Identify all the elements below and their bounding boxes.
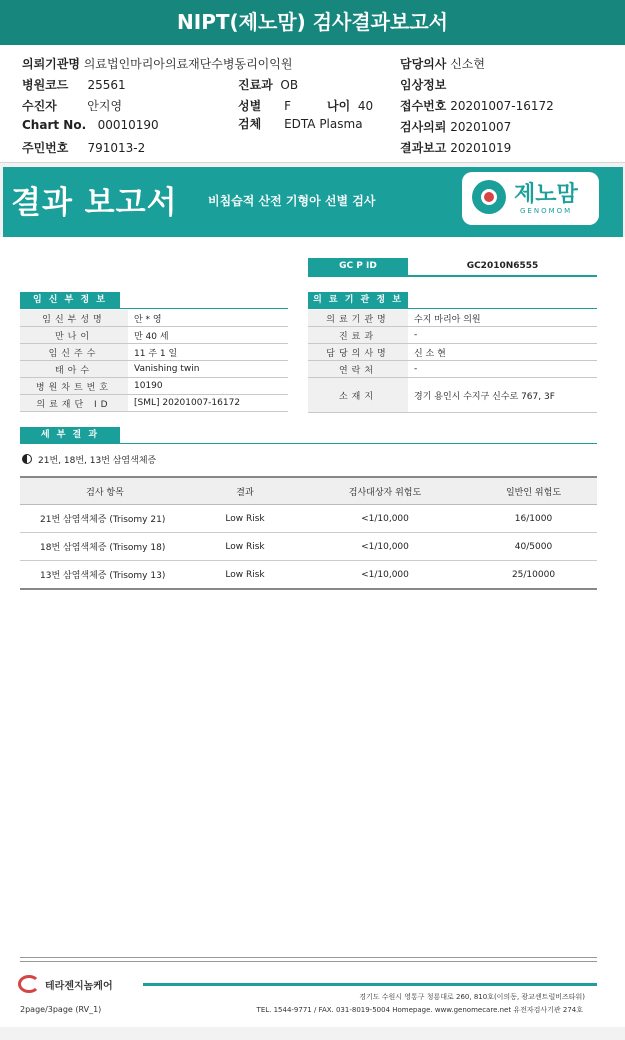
results-cell: <1/10,000 <box>300 561 470 590</box>
genomom-logo <box>462 172 599 225</box>
results-header-cell: 결과 <box>190 477 300 505</box>
banner-subtitle: 비침습적 산전 기형아 선별 검사 <box>208 194 376 208</box>
results-row <box>20 505 597 533</box>
half-circle-icon <box>22 454 32 464</box>
pregnant-info-table <box>20 310 288 412</box>
results-cell: <1/10,000 <box>300 533 470 561</box>
info-row <box>308 310 597 327</box>
company-address: 경기도 수원시 영통구 청룡대로 260, 810호(이의동, 광교센트럴비즈타워) <box>359 993 585 1001</box>
info-key: 임신주수 <box>20 344 128 361</box>
institution-section-header <box>308 292 597 309</box>
age-field: 나이 40 <box>327 99 374 113</box>
patient-field: 수진자 안지영 <box>22 99 123 113</box>
info-value: 신 소 현 <box>408 344 597 361</box>
sex-field: 성별 F <box>238 99 291 113</box>
info-value: 안 * 영 <box>128 310 288 327</box>
results-table <box>20 476 597 590</box>
info-value: [SML] 20201007-16172 <box>128 395 288 412</box>
info-value: 수지 마리아 의원 <box>408 310 597 327</box>
info-row <box>20 310 288 327</box>
info-value: 경기 용인시 수지구 신수로 767, 3F <box>408 378 597 413</box>
info-row <box>20 378 288 395</box>
logo-text: 제노맘 <box>514 182 578 207</box>
dept-field: 진료과 OB <box>238 78 299 92</box>
company-name: 테라젠지놈케어 <box>45 981 113 992</box>
receipt-field: 접수번호 20201007-16172 <box>400 99 554 113</box>
results-header-cell: 일반인 위험도 <box>470 477 597 505</box>
info-row <box>308 344 597 361</box>
info-row <box>20 395 288 412</box>
info-row <box>308 327 597 344</box>
info-key: 담당의사명 <box>308 344 408 361</box>
banner-title: 결과 보고서 <box>11 185 178 221</box>
info-row <box>20 327 288 344</box>
page-number: 2page/3page (RV_1) <box>20 1005 102 1014</box>
info-value: 10190 <box>128 378 288 395</box>
results-header-cell: 검사 항목 <box>20 477 190 505</box>
results-cell: Low Risk <box>190 505 300 533</box>
info-value: Vanishing twin <box>128 361 288 378</box>
info-key: 의료재단 ID <box>20 395 128 412</box>
results-cell: 16/1000 <box>470 505 597 533</box>
pregnant-section-title: 임 신 부 정 보 <box>20 292 120 308</box>
detail-section-title: 세 부 결 과 <box>20 427 120 443</box>
gcpid-row <box>308 258 597 277</box>
doctor-field: 담당의사 신소현 <box>400 57 485 71</box>
terragen-logo-icon <box>18 975 40 993</box>
results-cell: 25/10000 <box>470 561 597 590</box>
info-key: 진료과 <box>308 327 408 344</box>
results-cell: 40/5000 <box>470 533 597 561</box>
info-value: 만 40 세 <box>128 327 288 344</box>
info-row <box>20 344 288 361</box>
specimen-field: 검체 EDTA Plasma <box>238 117 363 131</box>
gcpid-label: GC P ID <box>308 258 408 275</box>
results-cell: Low Risk <box>190 561 300 590</box>
results-row <box>20 561 597 590</box>
info-row <box>308 378 597 413</box>
info-row <box>20 361 288 378</box>
hospital-field: 의뢰기관명 의료법인마리아의료재단수병동리이익원 <box>22 57 293 71</box>
info-key: 연락처 <box>308 361 408 378</box>
results-row <box>20 533 597 561</box>
pregnant-section-header <box>20 292 288 309</box>
chart-field: Chart No. 00010190 <box>22 118 159 132</box>
info-row <box>308 361 597 378</box>
report-title: NIPT(제노맘) 검사결과보고서 <box>0 0 625 45</box>
info-value: 11 주 1 일 <box>128 344 288 361</box>
results-cell: 21번 삼염색체증 (Trisomy 21) <box>20 505 190 533</box>
results-header-cell: 검사대상자 위험도 <box>300 477 470 505</box>
results-cell: <1/10,000 <box>300 505 470 533</box>
info-key: 태아수 <box>20 361 128 378</box>
info-key: 병원차트번호 <box>20 378 128 395</box>
info-key: 만나이 <box>20 327 128 344</box>
results-cell: 13번 삼염색체증 (Trisomy 13) <box>20 561 190 590</box>
logo-dot-icon <box>484 192 494 202</box>
detail-subtitle: 21번, 18번, 13번 삼염색체증 <box>22 453 156 466</box>
test-date-field: 검사의뢰 20201007 <box>400 120 512 134</box>
company-contact: TEL. 1544-9771 / FAX. 031-8019-5004 Homepage. www.genomecare.net 유전자검사기관 274호 <box>256 1006 583 1014</box>
report-date-field: 결과보고 20201019 <box>400 141 512 155</box>
detail-section-header <box>20 427 597 444</box>
results-cell: Low Risk <box>190 533 300 561</box>
info-value: - <box>408 361 597 378</box>
clinical-field: 임상정보 <box>400 78 447 92</box>
info-key: 소재지 <box>308 378 408 413</box>
result-banner <box>3 167 623 237</box>
resident-field: 주민번호 791013-2 <box>22 141 146 155</box>
logo-subtext: GENOMOM <box>520 207 573 215</box>
report-header <box>0 45 625 163</box>
code-field: 병원코드 25561 <box>22 78 126 92</box>
info-key: 의료기관명 <box>308 310 408 327</box>
gcpid-value: GC2010N6555 <box>466 261 539 271</box>
results-cell: 18번 삼염색체증 (Trisomy 18) <box>20 533 190 561</box>
info-key: 임신부성명 <box>20 310 128 327</box>
institution-section-title: 의 료 기 관 정 보 <box>308 292 408 308</box>
institution-info-table <box>308 310 597 413</box>
report-footer <box>0 957 625 1027</box>
info-value: - <box>408 327 597 344</box>
